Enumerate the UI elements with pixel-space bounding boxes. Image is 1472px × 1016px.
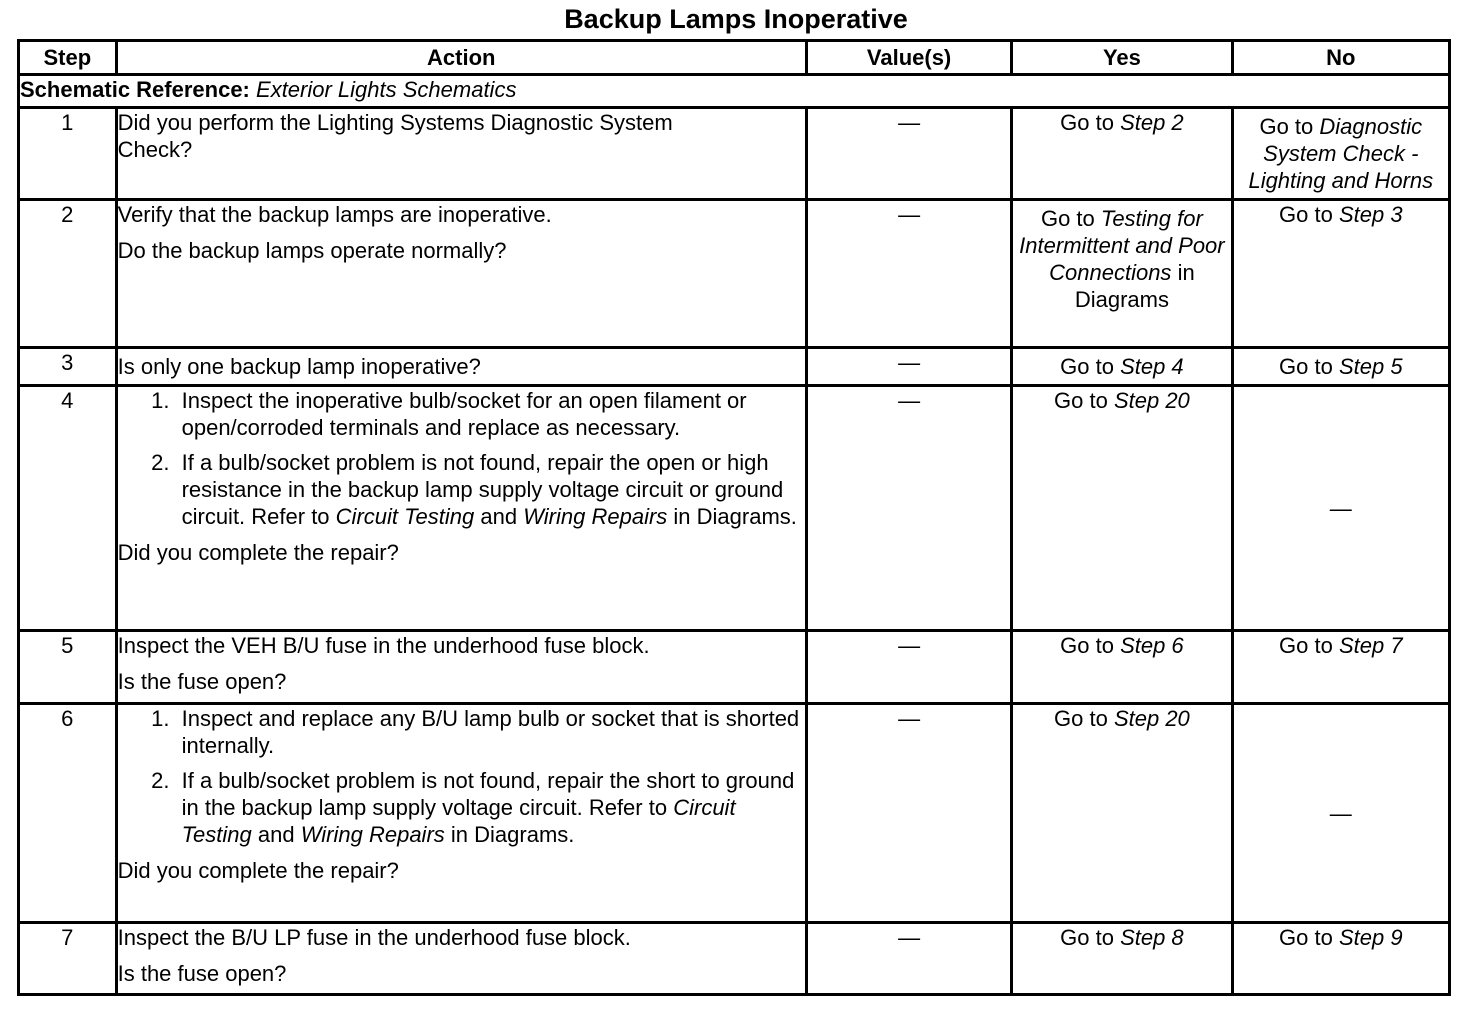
no-link: Step 9 [1338,925,1403,950]
table-row [19,348,1450,386]
action-cell [116,923,806,995]
yes-link: Step 20 [1113,706,1190,731]
no-link: Diagnostic System Check - Lighting and Horns [1248,114,1434,193]
no-cell [1232,108,1449,200]
yes-link: Step 20 [1113,388,1190,413]
yes-prefix: Go to [1054,706,1108,731]
yes-link: Step 4 [1120,354,1184,379]
circuit-testing-link: Circuit Testing [181,795,736,847]
action-cell [116,704,806,923]
no-cell: — [1232,704,1449,923]
step-number: 2 [19,200,117,348]
and-text: and [480,504,518,529]
step-number: 5 [19,631,117,704]
page-title: Backup Lamps Inoperative [564,4,908,34]
action-question: Is the fuse open? [117,961,287,986]
yes-cell [1012,348,1232,386]
table-row [19,200,1450,348]
yes-link: Testing for Intermittent and Poor Connections [1019,206,1225,285]
action-list [118,387,805,530]
step-number: 6 [19,704,117,923]
schematic-label: Schematic Reference: [20,77,250,102]
in-diagrams-text: in Diagrams. [673,504,797,529]
table-row [19,631,1450,704]
action-cell [116,386,806,631]
yes-cell [1012,631,1232,704]
yes-link: Step 6 [1120,633,1184,658]
no-cell [1232,348,1449,386]
action-cell [116,108,806,200]
no-link: Step 3 [1338,202,1403,227]
schematic-reference [19,75,1450,108]
action-cell [116,348,806,386]
no-link: Step 7 [1338,633,1403,658]
no-prefix: Go to [1259,114,1314,139]
no-cell [1232,200,1449,348]
yes-prefix: Go to [1060,925,1114,950]
value-cell: — [806,923,1011,995]
no-prefix: Go to [1279,633,1333,658]
yes-prefix: Go to [1054,388,1108,413]
no-link: Step 5 [1338,354,1403,379]
action-text: Inspect the B/U LP fuse in the underhood fuse block. [117,925,631,950]
yes-prefix: Go to [1060,633,1114,658]
action-question: Do the backup lamps operate normally? [117,238,507,263]
yes-prefix: Go to [1060,110,1114,135]
action-list-item [176,449,805,530]
and-text: and [257,822,295,847]
schematic-link: Exterior Lights Schematics [256,77,517,102]
yes-suffix: in Diagrams [1074,260,1195,312]
diagnostic-table [17,39,1451,996]
no-prefix: Go to [1279,202,1333,227]
yes-link: Step 8 [1120,925,1184,950]
wiring-repairs-link: Wiring Repairs [300,822,445,847]
action-list-text: If a bulb/socket problem is not found, repair the open or high resistance in the backup lamp supply voltage circuit or ground circuit. Refer to [181,450,784,529]
value-cell: — [806,108,1011,200]
table-row [19,386,1450,631]
circuit-testing-link: Circuit Testing [335,504,475,529]
action-text: Verify that the backup lamps are inoperative. [117,202,552,227]
no-cell: — [1232,386,1449,631]
action-cell [116,200,806,348]
table-row [19,704,1450,923]
action-list-item [176,767,805,848]
step-number: 7 [19,923,117,995]
wiring-repairs-link: Wiring Repairs [523,504,668,529]
header-row [19,41,1450,75]
schematic-row [19,75,1450,108]
table-row [19,108,1450,200]
action-list-text: If a bulb/socket problem is not found, repair the short to ground in the backup lamp supply voltage circuit. Refer to [181,768,795,820]
value-cell: — [806,386,1011,631]
no-cell [1232,631,1449,704]
yes-cell [1012,386,1232,631]
yes-link: Step 2 [1120,110,1184,135]
step-number: 4 [19,386,117,631]
no-cell [1232,923,1449,995]
yes-prefix: Go to [1060,354,1114,379]
yes-cell [1012,923,1232,995]
step-number: 1 [19,108,117,200]
action-text: Did you perform the Lighting Systems Diagnostic System Check? [117,110,673,162]
action-list [118,705,805,848]
yes-prefix: Go to [1040,206,1095,231]
step-number: 3 [19,348,117,386]
table-row [19,923,1450,995]
value-cell: — [806,704,1011,923]
action-question: Did you complete the repair? [117,540,399,565]
action-list-item: 1. Inspect the inoperative bulb/socket for an open filament or open/corroded terminals and replace as necessary. [176,387,805,441]
yes-cell [1012,200,1232,348]
header-no: No [1232,41,1449,75]
action-list-item: 1. Inspect and replace any B/U lamp bulb or socket that is shorted internally. [176,705,805,759]
value-cell: — [806,631,1011,704]
in-diagrams-text: in Diagrams. [450,822,575,847]
header-value: Value(s) [806,41,1011,75]
action-text: Is only one backup lamp inoperative? [117,354,481,379]
yes-cell [1012,108,1232,200]
no-prefix: Go to [1279,925,1333,950]
value-cell: — [806,200,1011,348]
header-action: Action [116,41,806,75]
action-question: Is the fuse open? [117,669,287,694]
header-step: Step [19,41,117,75]
action-cell [116,631,806,704]
no-prefix: Go to [1279,354,1333,379]
yes-cell [1012,704,1232,923]
action-question: Did you complete the repair? [117,858,399,883]
action-text: Inspect the VEH B/U fuse in the underhood fuse block. [117,633,650,658]
value-cell: — [806,348,1011,386]
header-yes: Yes [1012,41,1232,75]
